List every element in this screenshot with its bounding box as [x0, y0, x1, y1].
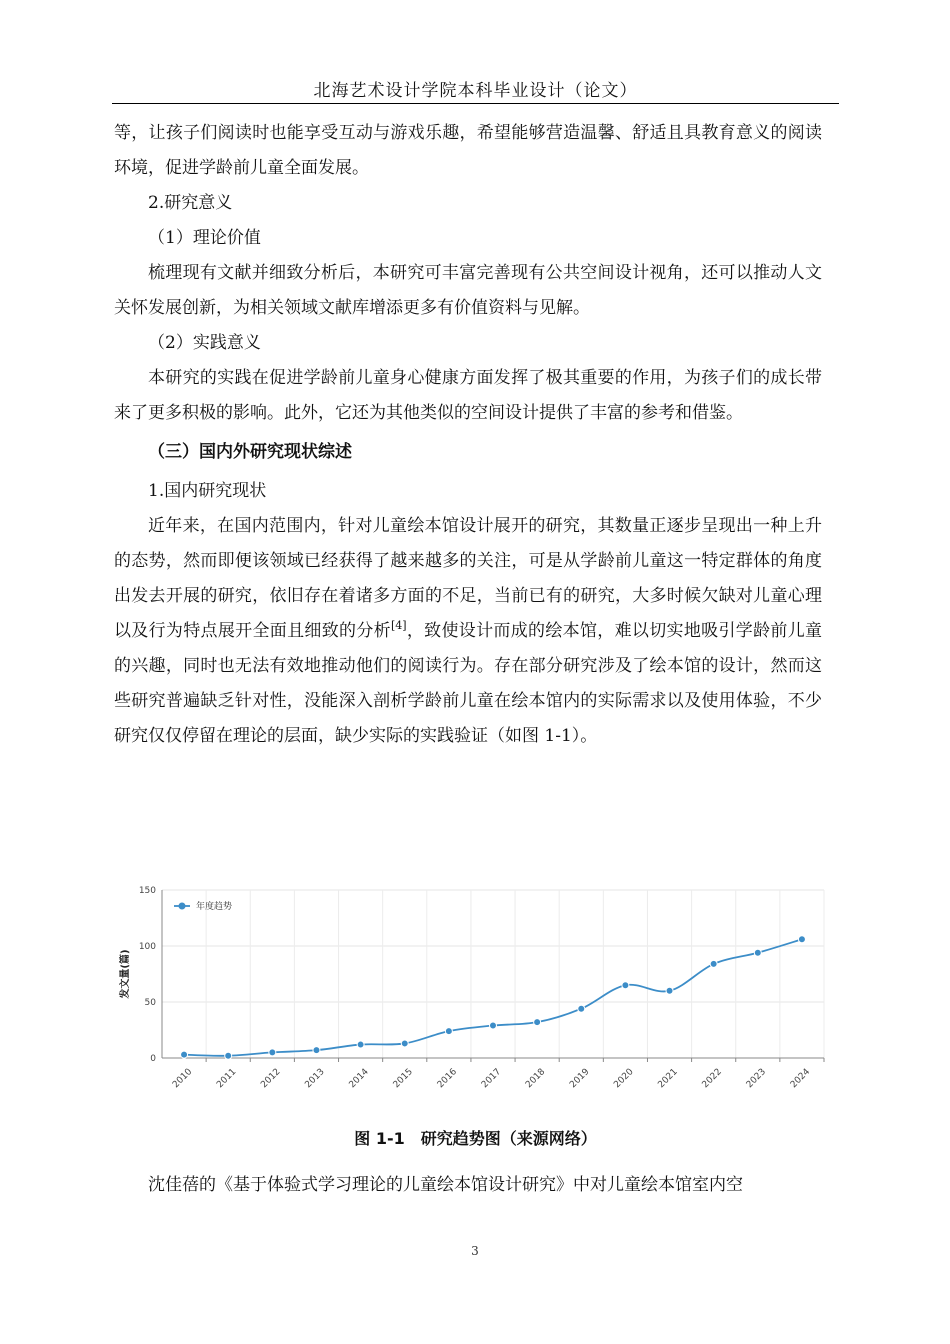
data-point	[578, 1005, 585, 1012]
x-tick-label: 2010	[171, 1066, 195, 1091]
trend-chart-svg	[112, 880, 832, 1115]
data-point	[269, 1049, 276, 1056]
heading-practice-value: （2）实践意义	[148, 333, 261, 353]
data-point	[313, 1047, 320, 1054]
body-text	[114, 116, 822, 754]
x-tick-label: 2011	[215, 1066, 239, 1091]
y-tick-label: 50	[144, 998, 156, 1008]
data-point	[622, 982, 629, 989]
citation-ref[interactable]: [4]	[390, 619, 407, 632]
header-rule	[112, 103, 839, 104]
legend-label: 年度趋势	[196, 902, 233, 912]
running-header: 北海艺术设计学院本科毕业设计（论文）	[313, 81, 638, 101]
paragraph-domestic-part-a: 近年来，在国内范围内，针对儿童绘本馆设计展开的研究，其数量正逐步呈现出一种上升的态势，然而即便该领域已经获得了越来越多的关注，可是从学龄前儿童这一特定群体的角度出发去开展的研究，依旧存在着诸多方面的不足，当前已有的研究，大多时候欠缺对儿童心理以及行为特点展开全面且细致的分析	[114, 516, 822, 641]
trend-chart	[112, 880, 832, 1115]
x-tick-label: 2019	[568, 1066, 592, 1091]
x-tick-label: 2016	[435, 1066, 460, 1091]
data-point	[225, 1052, 232, 1059]
x-tick-label: 2024	[788, 1066, 813, 1091]
paragraph-domestic-status	[114, 509, 822, 754]
x-tick-label: 2023	[744, 1066, 769, 1091]
data-point	[490, 1022, 497, 1029]
x-tick-label: 2014	[347, 1066, 371, 1091]
data-point	[357, 1041, 364, 1048]
data-point	[666, 987, 673, 994]
heading-theory-value: （1）理论价值	[148, 228, 261, 248]
section-title-literature-review: （三）国内外研究现状综述	[148, 442, 352, 462]
legend-swatch-dot	[179, 903, 186, 910]
y-axis-label: 发文量(篇)	[120, 949, 131, 999]
data-point	[445, 1028, 452, 1035]
paragraph-practice-value: 本研究的实践在促进学龄前儿童身心健康方面发挥了极其重要的作用，为孩子们的成长带来了更多积极的影响。此外，它还为其他类似的空间设计提供了丰富的参考和借鉴。	[114, 368, 822, 423]
data-point	[534, 1019, 541, 1026]
paragraph-theory-value: 梳理现有文献并细致分析后，本研究可丰富完善现有公共空间设计视角，还可以推动人文关怀发展创新，为相关领域文献库增添更多有价值资料与见解。	[114, 263, 822, 318]
figure-caption: 图 1-1 研究趋势图（来源网络）	[354, 1129, 597, 1148]
data-point	[798, 936, 805, 943]
page-number: 3	[471, 1244, 479, 1258]
series-line	[184, 939, 802, 1056]
heading-domestic-status: 1.国内研究现状	[148, 481, 267, 501]
x-tick-label: 2017	[479, 1066, 504, 1091]
data-point	[710, 960, 717, 967]
paragraph-domestic-part-b: ，致使设计而成的绘本馆，难以切实地吸引学龄前儿童的兴趣，同时也无法有效地推动他们的阅读行为。存在部分研究涉及了绘本馆的设计，然而这些研究普遍缺乏针对性，没能深入剖析学龄前儿童在绘本馆内的实际需求以及使用体验，不少研究仅仅停留在理论的层面，缺少实际的实践验证（如图 1-1）。	[114, 621, 823, 746]
y-tick-label: 150	[138, 886, 156, 896]
x-tick-label: 2022	[700, 1066, 724, 1091]
paragraph-next: 沈佳蓓的《基于体验式学习理论的儿童绘本馆设计研究》中对儿童绘本馆室内空	[148, 1175, 743, 1195]
data-point	[401, 1040, 408, 1047]
x-tick-label: 2021	[656, 1066, 680, 1091]
x-tick-label: 2012	[259, 1066, 283, 1091]
data-point	[181, 1051, 188, 1058]
data-point	[754, 949, 761, 956]
heading-research-significance: 2.研究意义	[148, 193, 233, 213]
x-tick-label: 2015	[391, 1066, 415, 1091]
x-tick-label: 2013	[303, 1066, 327, 1091]
x-tick-label: 2020	[612, 1066, 636, 1091]
y-tick-label: 0	[150, 1054, 156, 1064]
x-tick-label: 2018	[524, 1066, 548, 1091]
paragraph-intro-end: 等，让孩子们阅读时也能享受互动与游戏乐趣，希望能够营造温馨、舒适且具教育意义的阅读环境，促进学龄前儿童全面发展。	[114, 123, 822, 178]
y-tick-label: 100	[138, 942, 156, 952]
